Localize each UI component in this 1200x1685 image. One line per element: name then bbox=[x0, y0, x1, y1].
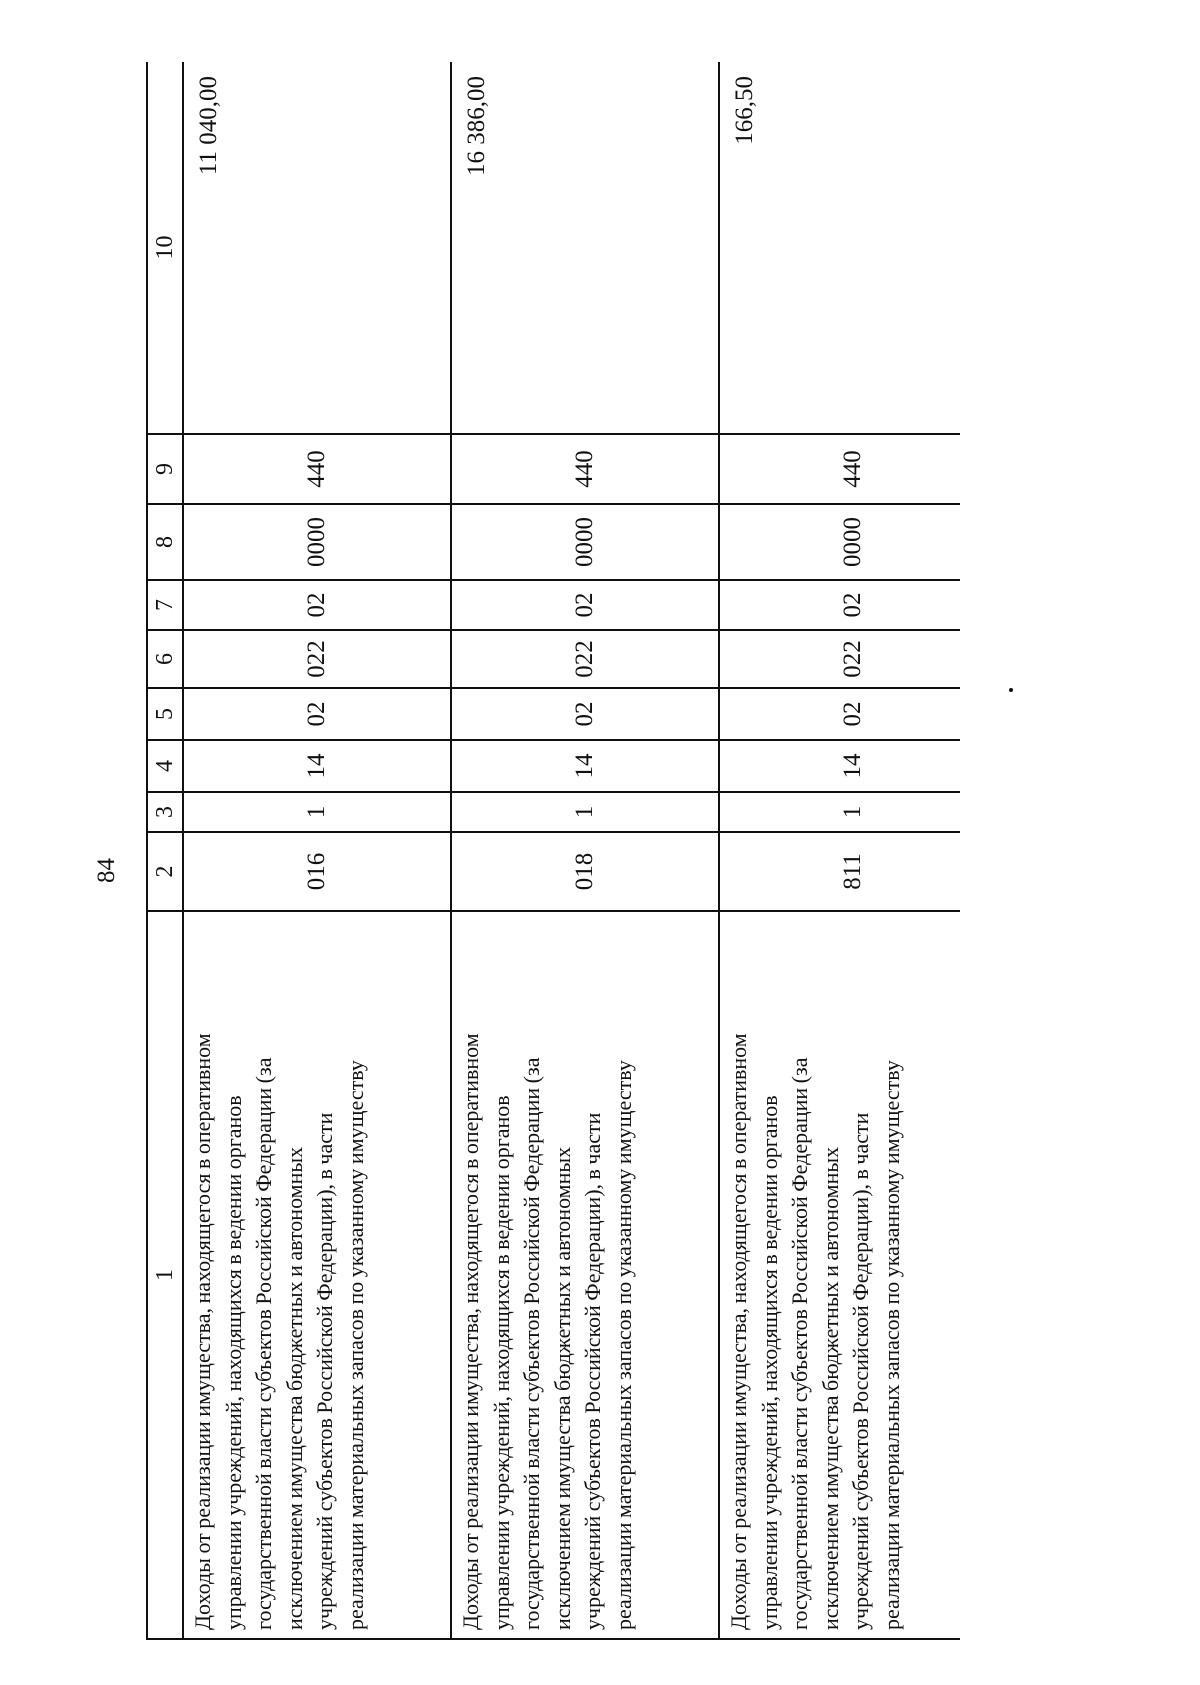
table-row bbox=[719, 62, 960, 1639]
code-cell-3: 1 bbox=[183, 792, 451, 832]
code-cell-4: 14 bbox=[451, 740, 719, 792]
amount-cell: 11 040,00 bbox=[183, 62, 451, 434]
description-line: реализации материальных запасов по указанному имуществу bbox=[610, 1060, 636, 1630]
page-number: 84 bbox=[93, 858, 120, 883]
code-cell-5: 02 bbox=[183, 688, 451, 740]
column-header: 3 bbox=[147, 792, 183, 832]
column-header: 1 bbox=[147, 911, 183, 1639]
column-header: 10 bbox=[147, 62, 183, 434]
code-cell-7: 02 bbox=[183, 580, 451, 630]
description-line: реализации материальных запасов по указанному имуществу bbox=[878, 1060, 904, 1630]
amount-cell: 16 386,00 bbox=[451, 62, 719, 434]
description-line: исключением имущества бюджетных и автономных bbox=[817, 1146, 843, 1630]
income-description-cell bbox=[719, 911, 960, 1639]
description-line: учреждений субъектов Российской Федерации), в части bbox=[580, 1112, 606, 1630]
column-header: 4 bbox=[147, 740, 183, 792]
column-header: 5 bbox=[147, 688, 183, 740]
code-cell-8: 0000 bbox=[451, 504, 719, 580]
code-cell-6: 022 bbox=[183, 630, 451, 688]
code-cell-2: 811 bbox=[719, 832, 960, 911]
budget-table-container bbox=[146, 62, 960, 1640]
code-cell-6: 022 bbox=[719, 630, 960, 688]
description-line: управлении учреждений, находящихся в ведении органов bbox=[488, 1095, 514, 1630]
table-header-row bbox=[147, 62, 183, 1639]
column-header: 2 bbox=[147, 832, 183, 911]
table-row bbox=[451, 62, 719, 1639]
scan-dot-mark bbox=[1009, 688, 1013, 692]
code-cell-6: 022 bbox=[451, 630, 719, 688]
description-line: государственной власти субъектов Российской Федерации (за bbox=[519, 1057, 545, 1630]
table-row bbox=[183, 62, 451, 1639]
income-description-cell bbox=[451, 911, 719, 1639]
description-line: исключением имущества бюджетных и автономных bbox=[281, 1146, 307, 1630]
code-cell-9: 440 bbox=[183, 434, 451, 504]
code-cell-7: 02 bbox=[451, 580, 719, 630]
code-cell-8: 0000 bbox=[183, 504, 451, 580]
code-cell-9: 440 bbox=[451, 434, 719, 504]
code-cell-3: 1 bbox=[719, 792, 960, 832]
code-cell-3: 1 bbox=[451, 792, 719, 832]
income-description-cell bbox=[183, 911, 451, 1639]
code-cell-8: 0000 bbox=[719, 504, 960, 580]
column-header: 9 bbox=[147, 434, 183, 504]
description-line: исключением имущества бюджетных и автономных bbox=[549, 1146, 575, 1630]
description-line: учреждений субъектов Российской Федерации), в части bbox=[848, 1112, 874, 1630]
code-cell-2: 018 bbox=[451, 832, 719, 911]
description-line: управлении учреждений, находящихся в ведении органов bbox=[756, 1095, 782, 1630]
description-line: государственной власти субъектов Российской Федерации (за bbox=[251, 1057, 277, 1630]
code-cell-9: 440 bbox=[719, 434, 960, 504]
code-cell-7: 02 bbox=[719, 580, 960, 630]
description-line: учреждений субъектов Российской Федерации), в части bbox=[312, 1112, 338, 1630]
code-cell-4: 14 bbox=[183, 740, 451, 792]
code-cell-5: 02 bbox=[719, 688, 960, 740]
description-line: Доходы от реализации имущества, находящегося в оперативном bbox=[458, 1033, 483, 1630]
code-cell-2: 016 bbox=[183, 832, 451, 911]
code-cell-5: 02 bbox=[451, 688, 719, 740]
amount-cell: 166,50 bbox=[719, 62, 960, 434]
column-header: 8 bbox=[147, 504, 183, 580]
description-line: Доходы от реализации имущества, находящегося в оперативном bbox=[726, 1033, 751, 1630]
budget-classification-table bbox=[146, 62, 960, 1640]
description-line: государственной власти субъектов Российской Федерации (за bbox=[787, 1057, 813, 1630]
column-header: 7 bbox=[147, 580, 183, 630]
column-header: 6 bbox=[147, 630, 183, 688]
description-line: Доходы от реализации имущества, находящегося в оперативном bbox=[190, 1033, 215, 1630]
description-line: управлении учреждений, находящихся в ведении органов bbox=[220, 1095, 246, 1630]
description-line: реализации материальных запасов по указанному имуществу bbox=[342, 1060, 368, 1630]
code-cell-4: 14 bbox=[719, 740, 960, 792]
